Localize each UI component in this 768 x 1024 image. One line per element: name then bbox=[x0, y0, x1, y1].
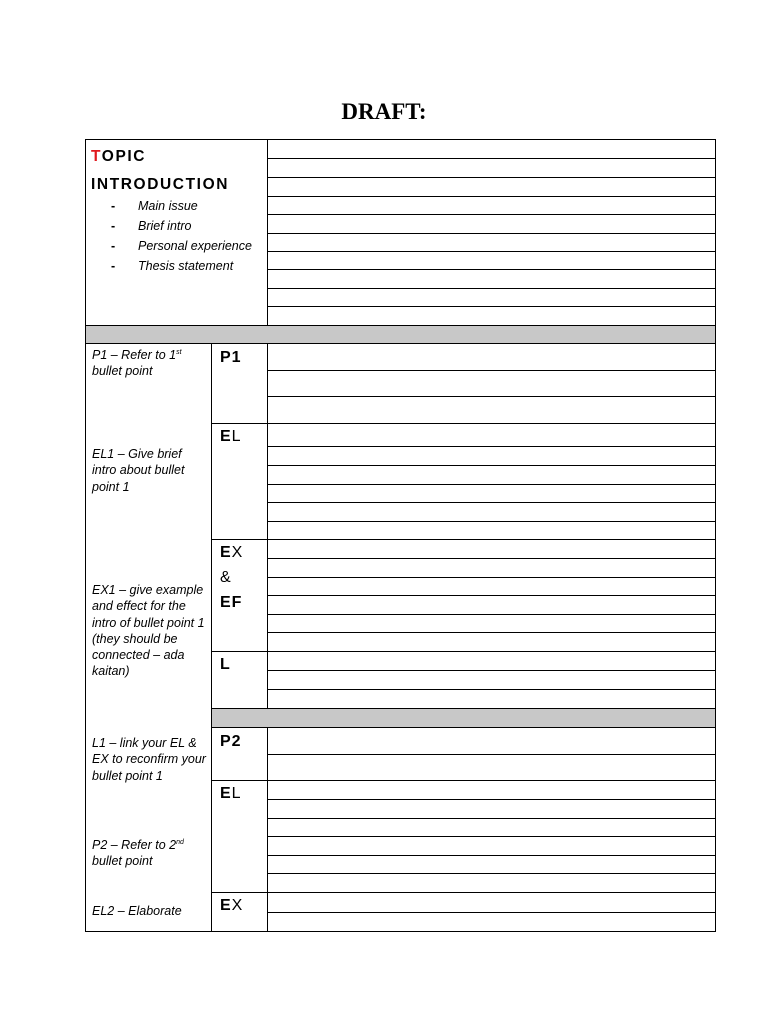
topic-heading-line2: INTRODUCTION bbox=[91, 176, 230, 193]
writing-line[interactable] bbox=[267, 306, 716, 307]
writing-line[interactable] bbox=[267, 251, 716, 252]
label-ex2: EX bbox=[220, 897, 244, 914]
section-separator bbox=[211, 708, 716, 728]
writing-line[interactable] bbox=[267, 614, 716, 615]
topic-heading bbox=[91, 143, 229, 199]
writing-line[interactable] bbox=[267, 484, 716, 485]
list-item: - Thesis statement bbox=[111, 259, 234, 273]
label-p1: P1 bbox=[220, 349, 242, 366]
note-ex1: EX1 – give example and effect for the intro of bullet point 1 (they should be connected – ada kaitan) bbox=[92, 583, 205, 679]
writing-line[interactable] bbox=[267, 502, 716, 503]
label-ex-ef: EX & EF bbox=[220, 544, 244, 611]
topic-heading-initial: T bbox=[91, 148, 102, 165]
list-item: - Personal experience bbox=[111, 239, 252, 253]
writing-line[interactable] bbox=[267, 670, 716, 671]
writing-line[interactable] bbox=[267, 214, 716, 215]
notes-column-divider bbox=[211, 344, 212, 932]
topic-bullet-list bbox=[111, 196, 252, 276]
writing-line[interactable] bbox=[267, 632, 716, 633]
list-item: - Main issue bbox=[111, 199, 198, 213]
note-p2: P2 – Refer to 2nd bullet point bbox=[92, 838, 184, 869]
topic-column-divider bbox=[267, 139, 268, 325]
writing-line[interactable] bbox=[267, 446, 716, 447]
writing-line[interactable] bbox=[267, 288, 716, 289]
writing-line[interactable] bbox=[267, 595, 716, 596]
writing-line[interactable] bbox=[267, 269, 716, 270]
row-border bbox=[211, 892, 716, 893]
writing-line[interactable] bbox=[267, 396, 716, 397]
writing-line[interactable] bbox=[267, 370, 716, 371]
writing-line[interactable] bbox=[267, 177, 716, 178]
topic-heading-rest: OPIC bbox=[101, 148, 147, 165]
row-border bbox=[211, 539, 716, 540]
note-l1: L1 – link your EL & EX to reconfirm your bullet point 1 bbox=[92, 736, 206, 783]
section-separator bbox=[85, 325, 716, 344]
writing-line[interactable] bbox=[267, 836, 716, 837]
row-border bbox=[211, 780, 716, 781]
label-el: EL bbox=[220, 428, 242, 445]
writing-line[interactable] bbox=[267, 196, 716, 197]
page-title: DRAFT: bbox=[341, 99, 427, 124]
writing-line[interactable] bbox=[267, 465, 716, 466]
writing-line[interactable] bbox=[267, 818, 716, 819]
writing-line[interactable] bbox=[267, 577, 716, 578]
row-border bbox=[211, 651, 716, 652]
labels-column-divider bbox=[267, 344, 268, 932]
writing-line[interactable] bbox=[267, 558, 716, 559]
list-item: - Brief intro bbox=[111, 219, 192, 233]
note-el2: EL2 – Elaborate bbox=[92, 904, 182, 918]
writing-line[interactable] bbox=[267, 521, 716, 522]
label-l: L bbox=[220, 656, 231, 673]
writing-line[interactable] bbox=[267, 873, 716, 874]
note-el1: EL1 – Give brief intro about bullet point 1 bbox=[92, 447, 185, 494]
writing-line[interactable] bbox=[267, 233, 716, 234]
writing-line[interactable] bbox=[267, 689, 716, 690]
note-p1: P1 – Refer to 1st bullet point bbox=[92, 348, 182, 379]
writing-line[interactable] bbox=[267, 912, 716, 913]
row-border bbox=[211, 423, 716, 424]
writing-line[interactable] bbox=[267, 754, 716, 755]
label-el2: EL bbox=[220, 785, 242, 802]
writing-line[interactable] bbox=[267, 158, 716, 159]
writing-line[interactable] bbox=[267, 799, 716, 800]
label-p2: P2 bbox=[220, 733, 242, 750]
writing-line[interactable] bbox=[267, 855, 716, 856]
